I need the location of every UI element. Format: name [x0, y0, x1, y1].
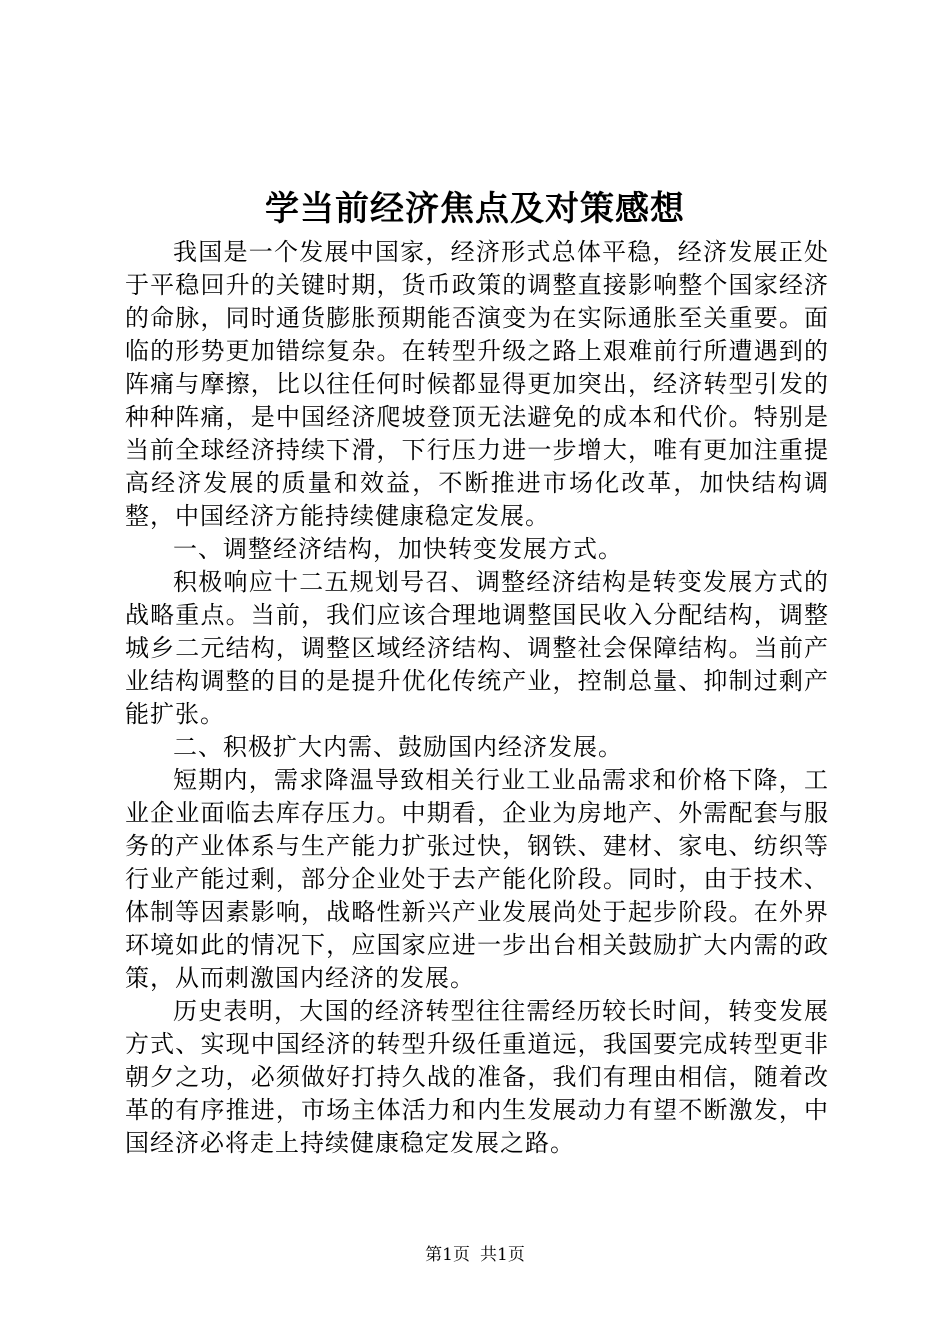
page-number: 第1页: [425, 1245, 470, 1265]
paragraph-conclusion: 历史表明，大国的经济转型往往需经历较长时间，转变发展方式、实现中国经济的转型升级任重道远，我国要完成转型更非朝夕之功，必须做好打持久战的准备，我们有理由相信，随着改革的有序推进，市场主体活力和内生发展动力有望不断激发，中国经济必将走上持续健康稳定发展之路。: [125, 997, 829, 1157]
document-title: 学当前经济焦点及对策感想: [265, 189, 685, 229]
paragraph-section-2: 短期内，需求降温导致相关行业工业品需求和价格下降，工业企业面临去库存压力。中期看，企业为房地产、外需配套与服务的产业体系与生产能力扩张过快，钢铁、建材、家电、纺织等行业产能过剩，部分企业处于去产能化阶段。同时，由于技术、体制等因素影响，战略性新兴产业发展尚处于起步阶段。在外界环境如此的情况下，应国家应进一步出台相关鼓励扩大内需的政策，从而刺激国内经济的发展。: [125, 766, 829, 992]
document-body: [125, 236, 829, 1160]
paragraph-section-1: 积极响应十二五规划号召、调整经济结构是转变发展方式的战略重点。当前，我们应该合理地调整国民收入分配结构，调整城乡二元结构，调整区域经济结构、调整社会保障结构。当前产业结构调整的目的是提升优化传统产业，控制总量、抑制过剩产能扩张。: [125, 568, 829, 728]
section-heading-2: 二、积极扩大内需、鼓励国内经济发展。: [173, 733, 623, 761]
page-total: 共1页: [480, 1245, 525, 1265]
paragraph-intro: 我国是一个发展中国家，经济形式总体平稳，经济发展正处于平稳回升的关键时期，货币政策的调整直接影响整个国家经济的命脉，同时通货膨胀预期能否演变为在实际通胀至关重要。面临的形势更加错综复杂。在转型升级之路上艰难前行所遭遇到的阵痛与摩擦，比以往任何时候都显得更加突出，经济转型引发的种种阵痛，是中国经济爬坡登顶无法避免的成本和代价。特别是当前全球经济持续下滑，下行压力进一步增大，唯有更加注重提高经济发展的质量和效益，不断推进市场化改革，加快结构调整，中国经济方能持续健康稳定发展。: [125, 238, 829, 530]
page-footer: [0, 1244, 950, 1266]
section-heading-1: 一、调整经济结构，加快转变发展方式。: [173, 535, 623, 563]
